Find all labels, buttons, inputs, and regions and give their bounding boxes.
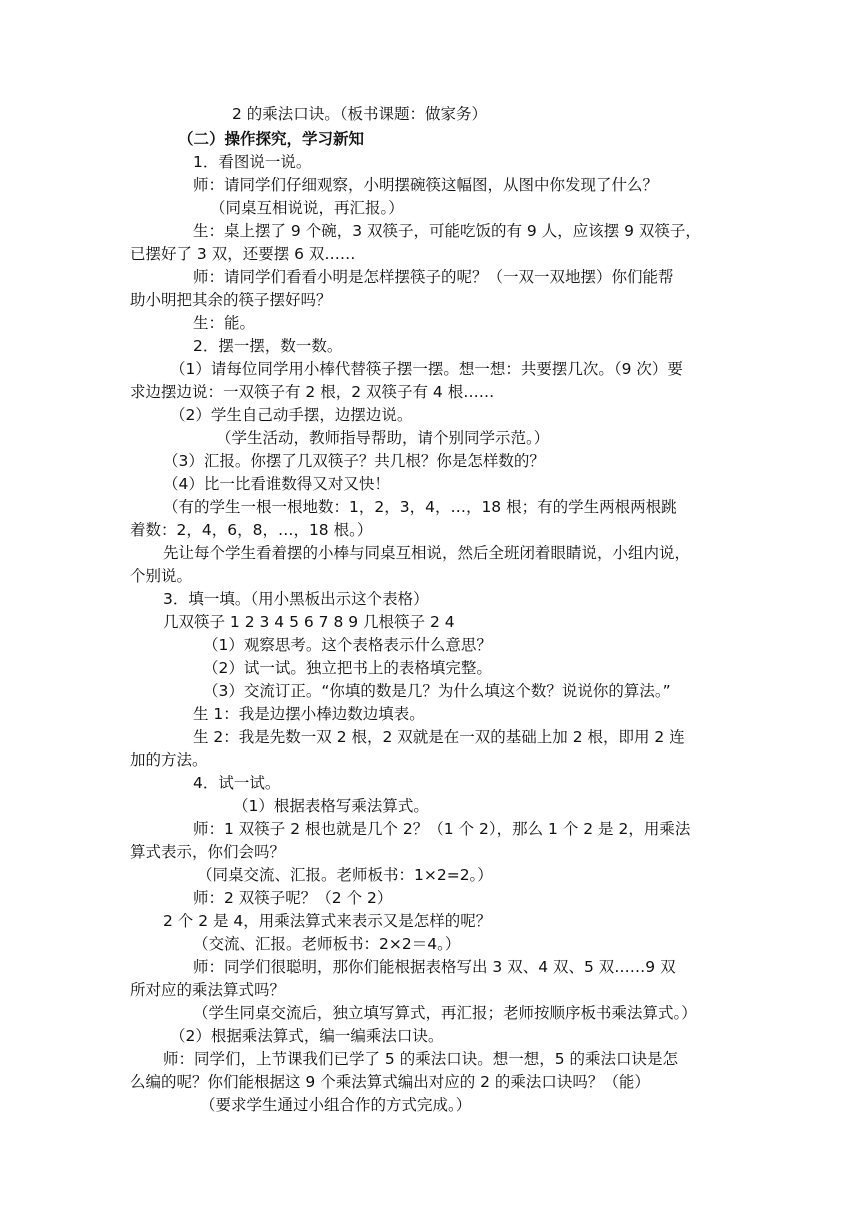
- text-line: 师：同学们很聪明，那你们能根据表格写出 3 双、4 双、5 双……9 双: [193, 958, 676, 976]
- text-line: （2）学生自己动手摆，边摆边说。: [170, 406, 413, 424]
- text-line: 着数：2，4，6，8，…，18 根。）: [130, 521, 373, 539]
- text-line: 生：桌上摆了 9 个碗，3 双筷子，可能吃饭的有 9 人，应该摆 9 双筷子，: [193, 222, 701, 240]
- text-line: （有的学生一根一根地数：1，2，3，4，…，18 根；有的学生两根两根跳: [163, 498, 677, 516]
- text-line: 加的方法。: [130, 751, 208, 769]
- text-line: 么编的呢？你们能根据这 9 个乘法算式编出对应的 2 的乘法口诀吗？（能）: [130, 1073, 650, 1091]
- text-line: 生：能。: [193, 314, 256, 332]
- text-line: 师：1 双筷子 2 根也就是几个 2？（1 个 2），那么 1 个 2 是 2，用乘法: [193, 820, 691, 838]
- text-line: 师：请同学们看看小明是怎样摆筷子的呢？（一双一双地摆）你们能帮: [193, 268, 674, 286]
- text-line: 所对应的乘法算式吗？: [130, 981, 286, 999]
- section-heading: （二）操作探究，学习新知: [178, 130, 365, 148]
- table-summary-line: 几双筷子 1 2 3 4 5 6 7 8 9 几根筷子 2 4: [163, 613, 455, 631]
- text-line: 4．试一试。: [193, 774, 281, 792]
- text-line: 生 2：我是先数一双 2 根，2 双就是在一双的基础上加 2 根，即用 2 连: [193, 728, 685, 746]
- text-line: 师：请同学们仔细观察，小明摆碗筷这幅图，从图中你发现了什么？: [193, 176, 659, 194]
- text-line: （4）比一比看谁数得又对又快！: [163, 475, 390, 493]
- text-line: 师：同学们，上节课我们已学了 5 的乘法口诀。想一想，5 的乘法口诀是怎: [163, 1050, 679, 1068]
- text-line: 1．看图说一说。: [193, 153, 312, 171]
- text-line: （学生同桌交流后，独立填写算式，再汇报；老师按顺序板书乘法算式。）: [193, 1004, 697, 1022]
- text-line: （2）试一试。独立把书上的表格填完整。: [203, 659, 492, 677]
- text-line: 生 1：我是边摆小棒边数边填表。: [193, 705, 425, 723]
- text-line: 2 个 2 是 4，用乘法算式来表示又是怎样的呢？: [163, 912, 492, 930]
- text-line: （1）请每位同学用小棒代替筷子摆一摆。想一想：共要摆几次。（9 次）要: [170, 360, 683, 378]
- text-line: （3）交流订正。“你填的数是几？为什么填这个数？说说你的算法。”: [203, 682, 671, 700]
- text-line: （交流、汇报。老师板书：2×2＝4。）: [193, 935, 461, 953]
- text-line: 个别说。: [130, 567, 193, 585]
- text-line: 求边摆边说：一双筷子有 2 根，2 双筷子有 4 根……: [130, 383, 495, 401]
- text-line: （1）观察思考。这个表格表示什么意思？: [203, 636, 492, 654]
- text-line: 已摆好了 3 双，还要摆 6 双……: [130, 245, 356, 263]
- text-line: （2）根据乘法算式，编一编乘法口诀。: [170, 1027, 444, 1045]
- text-line: （同桌互相说说，再汇报。）: [210, 199, 404, 217]
- text-line: （1）根据表格写乘法算式。: [233, 797, 429, 815]
- text-line: 先让每个学生看着摆的小棒与同桌互相说，然后全班闭着眼睛说，小组内说，: [163, 544, 691, 562]
- text-line: （要求学生通过小组合作的方式完成。）: [200, 1096, 472, 1114]
- text-line: （3）汇报。你摆了几双筷子？共几根？你是怎样数的？: [163, 452, 545, 470]
- text-line: 2 的乘法口诀。（板书课题：做家务）: [232, 105, 488, 123]
- text-line: （学生活动，教师指导帮助，请个别同学示范。）: [216, 429, 550, 447]
- text-line: 算式表示，你们会吗？: [130, 843, 286, 861]
- text-line: （同桌交流、汇报。老师板书：1×2=2。）: [197, 866, 493, 884]
- text-line: 3．填一填。（用小黑板出示这个表格）: [163, 590, 429, 608]
- text-line: 师：2 双筷子呢？（2 个 2）: [193, 889, 393, 907]
- text-line: 2．摆一摆，数一数。: [193, 337, 343, 355]
- text-line: 助小明把其余的筷子摆好吗？: [130, 291, 332, 309]
